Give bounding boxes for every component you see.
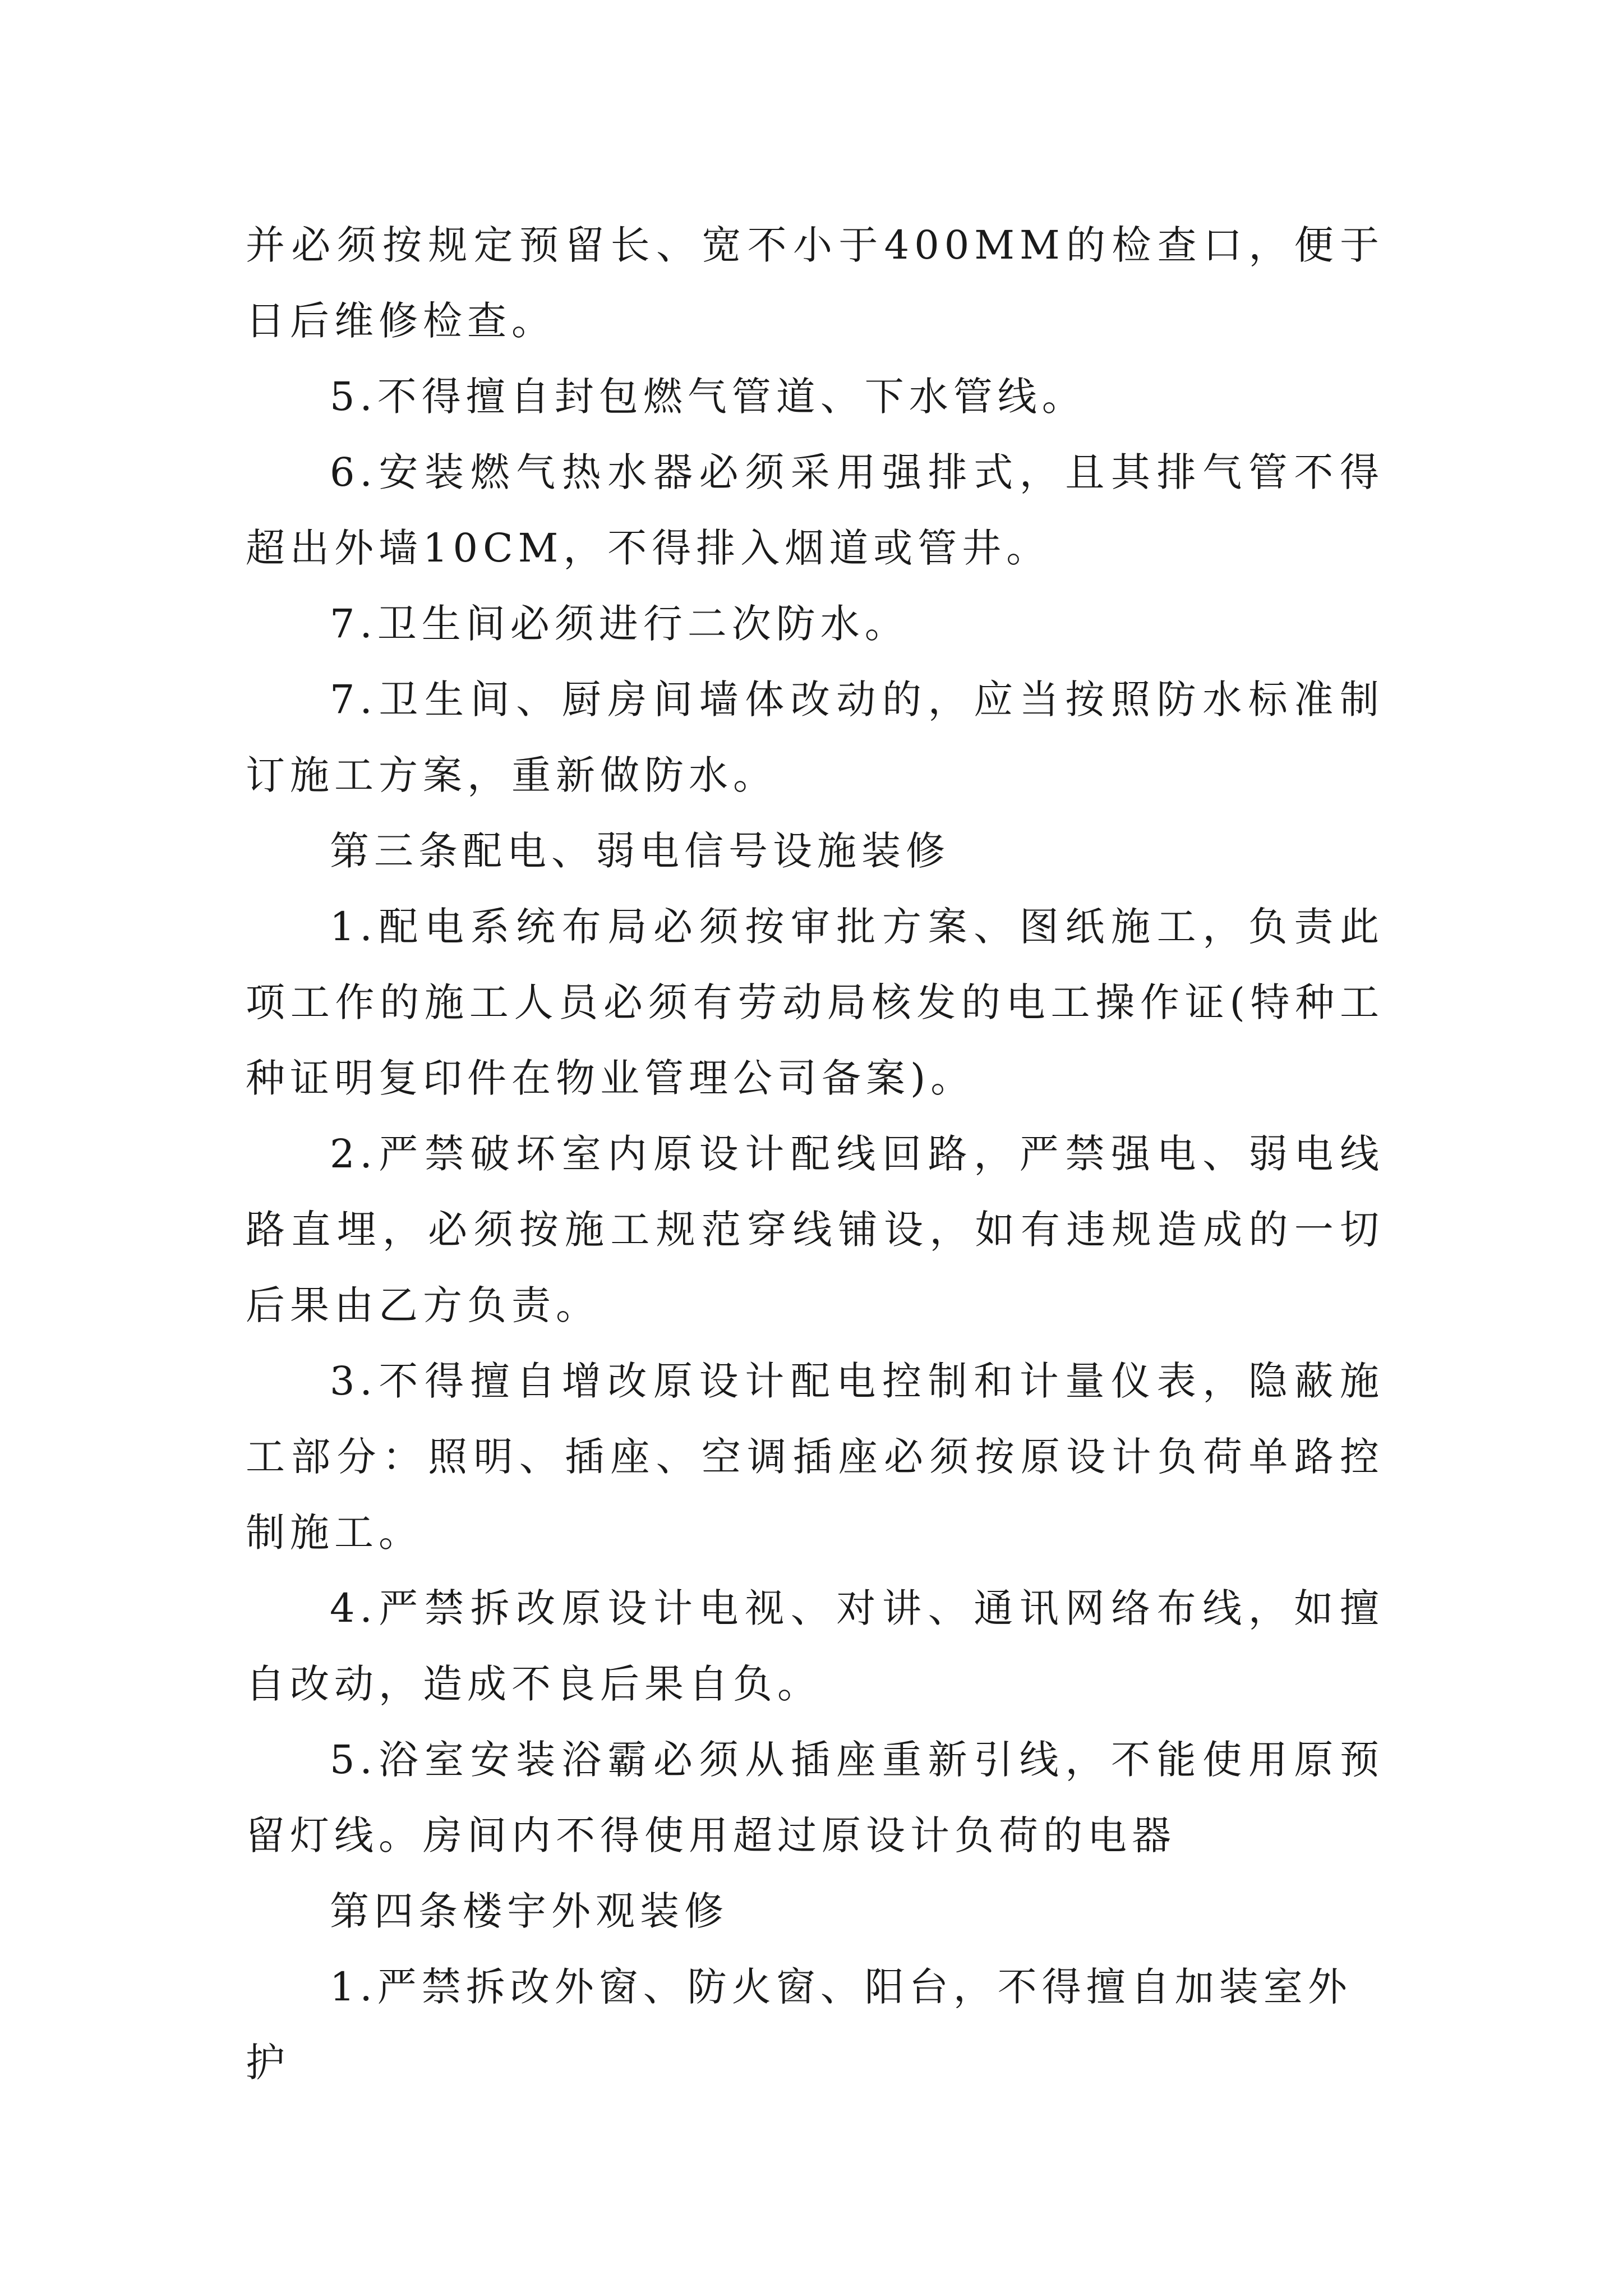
paragraph-tv-intercom: 4.严禁拆改原设计电视、对讲、通讯网络布线，如擅自改动，造成不良后果自负。 xyxy=(246,1585,1384,1707)
paragraph-bathroom-waterproof: 7.卫生间必须进行二次防水。 xyxy=(330,601,909,647)
paragraph-water-heater: 6.安装燃气热水器必须采用强排式，且其排气管不得超出外墙10CM，不得排入烟道或管井。 xyxy=(246,449,1384,571)
section-heading-article-4: 第四条楼宇外观装修 xyxy=(330,1888,728,1934)
paragraph-bath-heater: 5.浴室安装浴霸必须从插座重新引线，不能使用原预留灯线。房间内不得使用超过原设计负荷的电器 xyxy=(246,1737,1384,1858)
document-body xyxy=(246,208,1384,2101)
paragraph-wall-modification: 7.卫生间、厨房间墙体改动的，应当按照防水标准制订施工方案，重新做防水。 xyxy=(246,677,1384,798)
paragraph-exterior-windows: 1.严禁拆改外窗、防火窗、阳台，不得擅自加装室外护 xyxy=(246,1964,1352,2086)
paragraph-wiring-rules: 2.严禁破坏室内原设计配线回路，严禁强电、弱电线路直埋，必须按施工规范穿线铺设，如有违规造成的一切后果由乙方负责。 xyxy=(246,1131,1384,1328)
paragraph-inspection-opening: 并必须按规定预留长、宽不小于400MM的检查口，便于日后维修检查。 xyxy=(246,222,1384,344)
section-heading-article-3: 第三条配电、弱电信号设施装修 xyxy=(330,828,950,874)
paragraph-meters: 3.不得擅自增改原设计配电控制和计量仪表，隐蔽施工部分：照明、插座、空调插座必须按原设计负荷单路控制施工。 xyxy=(246,1358,1384,1556)
paragraph-power-layout: 1.配电系统布局必须按审批方案、图纸施工，负责此项工作的施工人员必须有劳动局核发的电工操作证(特种工种证明复印件在物业管理公司备案)。 xyxy=(246,904,1384,1101)
paragraph-gas-pipe: 5.不得擅自封包燃气管道、下水管线。 xyxy=(330,374,1086,420)
